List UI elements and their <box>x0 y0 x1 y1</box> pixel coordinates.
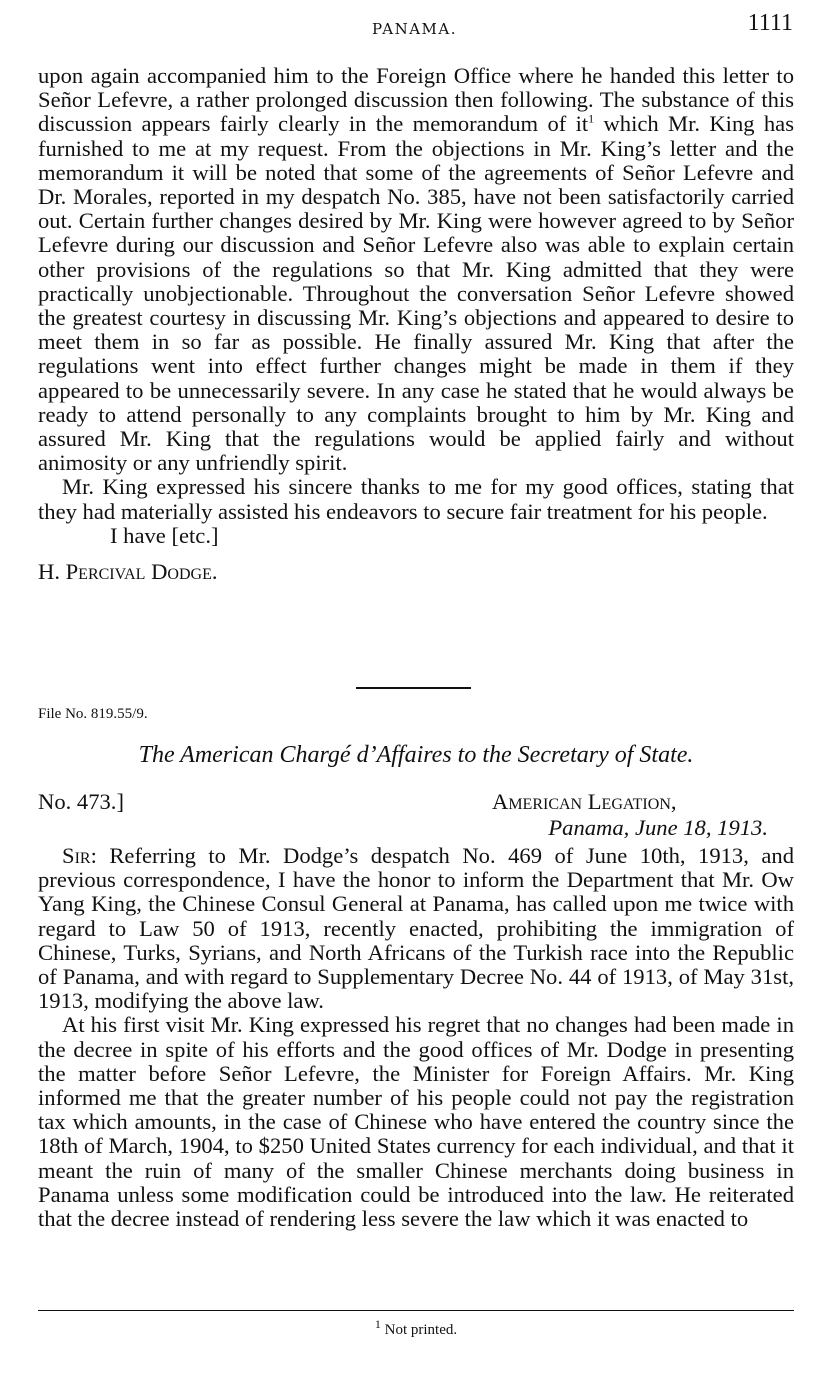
despatch-number: No. 473.] <box>38 789 124 814</box>
file-number: File No. 819.55/9. <box>38 706 148 722</box>
page-number: 1111 <box>747 10 793 36</box>
despatch-paragraph <box>38 844 794 1013</box>
footnote-rule <box>38 1310 794 1311</box>
salutation: Sir: <box>62 843 97 868</box>
place-date: Panama, June 18, 1913. <box>548 815 768 840</box>
letter-paragraph <box>38 64 794 475</box>
footnote-marker: 1 <box>374 1317 381 1331</box>
letter-continuation <box>38 64 794 584</box>
letter-paragraph: Mr. King expressed his sincere thanks to me for my good offices, stating that they had materially assisted his endeavors to secure fair treatment for his people. <box>38 474 794 524</box>
running-head: PANAMA. <box>372 20 457 38</box>
document-title: The American Chargé d’Affaires to the Secretary of State. <box>138 742 694 768</box>
despatch-paragraph: At his first visit Mr. King expressed his regret that no changes had been made in the decree in spite of his efforts and the good offices of Mr. Dodge in presenting the matter before Señor Lefevre, the Minister for Foreign Affairs. Mr. King informed me that the greater number of his people could not pay the registration tax which amounts, in the case of Chinese who have entered the country since the 18th of March, 1904, to $250 United States currency for each individual, and that it meant the ruin of many of the smaller Chinese merchants doing business in Panama unless some modification could be introduced into the law. He reiterated that the decree instead of rendering less severe the law which it was enacted to <box>38 1012 794 1232</box>
letter-closing: I have [etc.] <box>110 522 219 548</box>
dateline <box>38 790 794 842</box>
signature: H. Percival Dodge. <box>38 559 218 585</box>
paragraph-text: upon again accompanied him to the Foreign Office where he handed this letter to Señor Lefevre, a rather prolonged discussion then following. The substance of this discussion appears fairly clearly in the memorandum of it <box>38 63 794 137</box>
legation-name: American Legation, <box>492 789 677 814</box>
paragraph-text: Referring to Mr. Dodge’s despatch No. 469 of June 10th, 1913, and previous correspondence, I have the honor to inform the Department that Mr. Ow Yang King, the Chinese Consul General at Panama, has called upon me twice with regard to Law 50 of 1913, recently enacted, prohibiting the immigration of Chinese, Turks, Syrians, and North Africans of the Turkish race into the Republic of Panama, and with regard to Supplementary Decree No. 44 of 1913, of May 31st, 1913, modifying the above law. <box>38 843 794 1014</box>
paragraph-text: which Mr. King has furnished to me at my request. From the objections in Mr. King’s letter and the memorandum it will be noted that some of the agreements of Señor Lefevre and Dr. Morales, reported in my despatch No. 385, have not been satisfactorily carried out. Certain further changes desired by Mr. King were however agreed to by Señor Lefevre during our discussion and Señor Lefevre also was able to explain certain other provisions of the regulations so that Mr. King admitted that they were practically unobjectionable. Throughout the conversation Señor Lefevre showed the greatest courtesy in discussing Mr. King’s objections and appeared to desire to meet them in so far as possible. He finally assured Mr. King that after the regulations went into effect further changes might be made in them if they appeared to be unnecessarily severe. In any case he stated that he would always be ready to attend personally to any complaints brought to him by Mr. King and assured Mr. King that the regulations would be applied fairly and without animosity or any unfriendly spirit. <box>38 111 794 476</box>
despatch-body <box>38 844 794 1231</box>
footnote-reference: 1 <box>588 111 595 126</box>
footnote <box>38 1317 794 1339</box>
page-header <box>36 8 793 42</box>
section-divider <box>356 687 471 689</box>
footnote-text: Not printed. <box>380 1322 458 1338</box>
